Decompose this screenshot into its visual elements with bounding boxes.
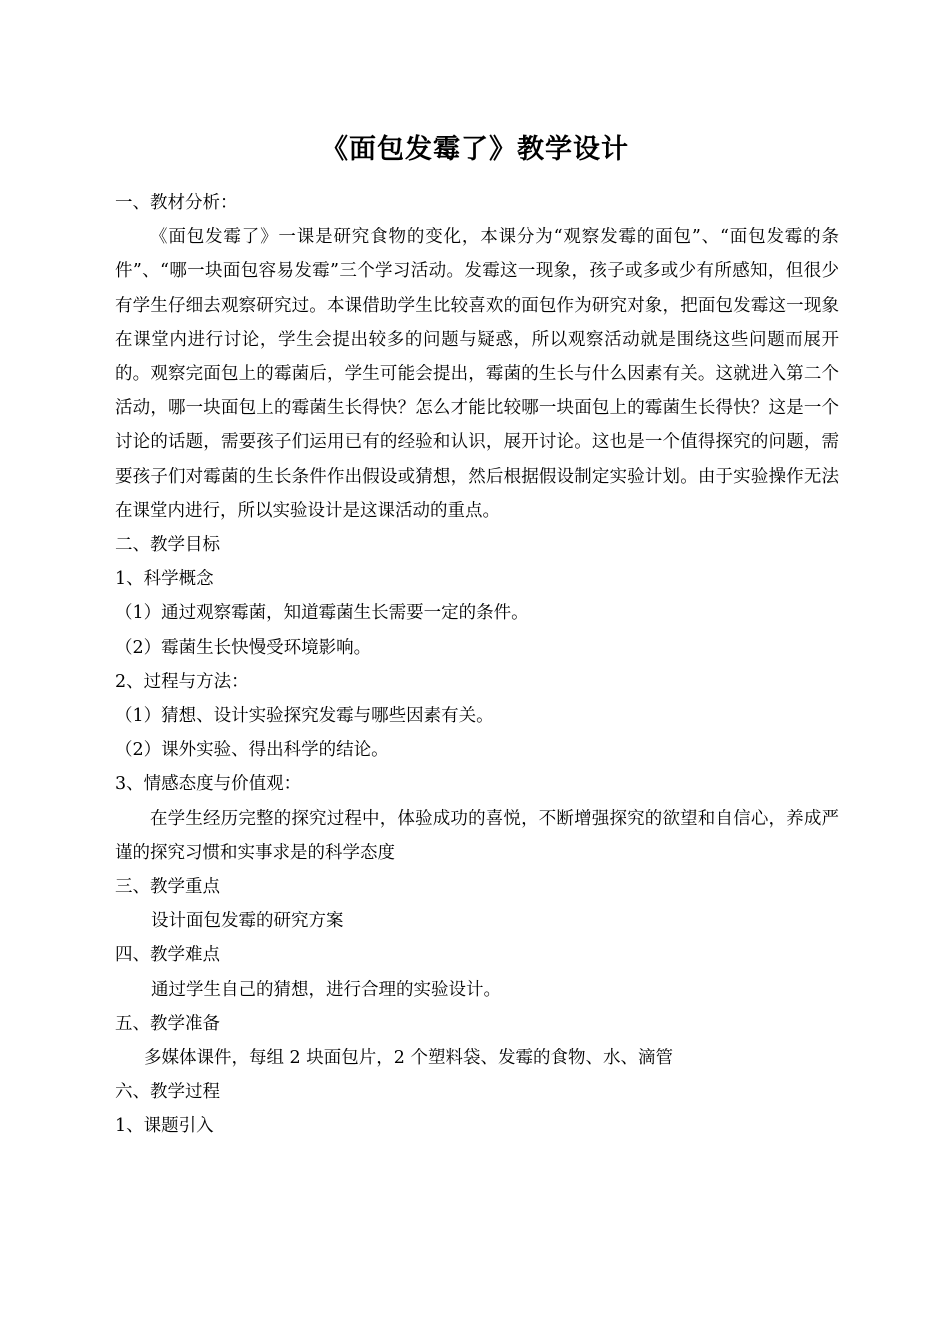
section-heading-preparation: 五、教学准备: [115, 1013, 220, 1034]
objective-item: （2）课外实验、得出科学的结论。: [115, 740, 389, 761]
document-body: [115, 186, 839, 1144]
section-heading-teaching-process: 六、教学过程: [115, 1082, 220, 1103]
objective-item: （1）猜想、设计实验探究发霉与哪些因素有关。: [115, 706, 494, 727]
section-heading-teaching-objectives: 二、教学目标: [115, 535, 220, 556]
subheading-process-methods: 2、过程与方法：: [115, 671, 249, 692]
document-title: 《面包发霉了》教学设计: [321, 134, 629, 165]
section-heading-difficulties: 四、教学难点: [115, 945, 220, 966]
subheading-science-concepts: 1、科学概念: [115, 569, 214, 590]
section-heading-key-points: 三、教学重点: [115, 877, 220, 898]
objective-item: （1）通过观察霉菌，知道霉菌生长需要一定的条件。: [115, 603, 529, 624]
key-points-text: 设计面包发霉的研究方案: [151, 911, 344, 932]
preparation-text: 多媒体课件，每组 2 块面包片，2 个塑料袋、发霉的食物、水、滴管: [144, 1048, 673, 1069]
attitudes-paragraph: 在学生经历完整的探究过程中，体验成功的喜悦，不断增强探究的欲望和自信心，养成严谨的探究习惯和实事求是的科学态度: [115, 808, 839, 863]
textbook-analysis-paragraph: 《面包发霉了》一课是研究食物的变化，本课分为“观察发霉的面包”、“面包发霉的条件”、“哪一块面包容易发霉”三个学习活动。发霉这一现象，孩子或多或少有所感知，但很少有学生仔细去观察研究过。本课借助学生比较喜欢的面包作为研究对象，把面包发霉这一现象在课堂内进行讨论，学生会提出较多的问题与疑惑，所以观察活动就是围绕这些问题而展开的。观察完面包上的霉菌后，学生可能会提出，霉菌的生长与什么因素有关。这就进入第二个活动，哪一块面包上的霉菌生长得快？怎么才能比较哪一块面包上的霉菌生长得快？这是一个讨论的话题，需要孩子们运用已有的经验和认识，展开讨论。这也是一个值得探究的问题，需要孩子们对霉菌的生长条件作出假设或猜想，然后根据假设制定实验计划。由于实验操作无法在课堂内进行，所以实验设计是这课活动的重点。: [115, 227, 839, 521]
difficulties-text: 通过学生自己的猜想，进行合理的实验设计。: [151, 979, 501, 1000]
subheading-attitudes-values: 3、情感态度与价值观：: [115, 774, 302, 795]
section-heading-textbook-analysis: 一、教材分析：: [115, 193, 238, 213]
objective-item: （2）霉菌生长快慢受环境影响。: [115, 637, 372, 658]
subheading-introduction: 1、课题引入: [115, 1116, 214, 1137]
